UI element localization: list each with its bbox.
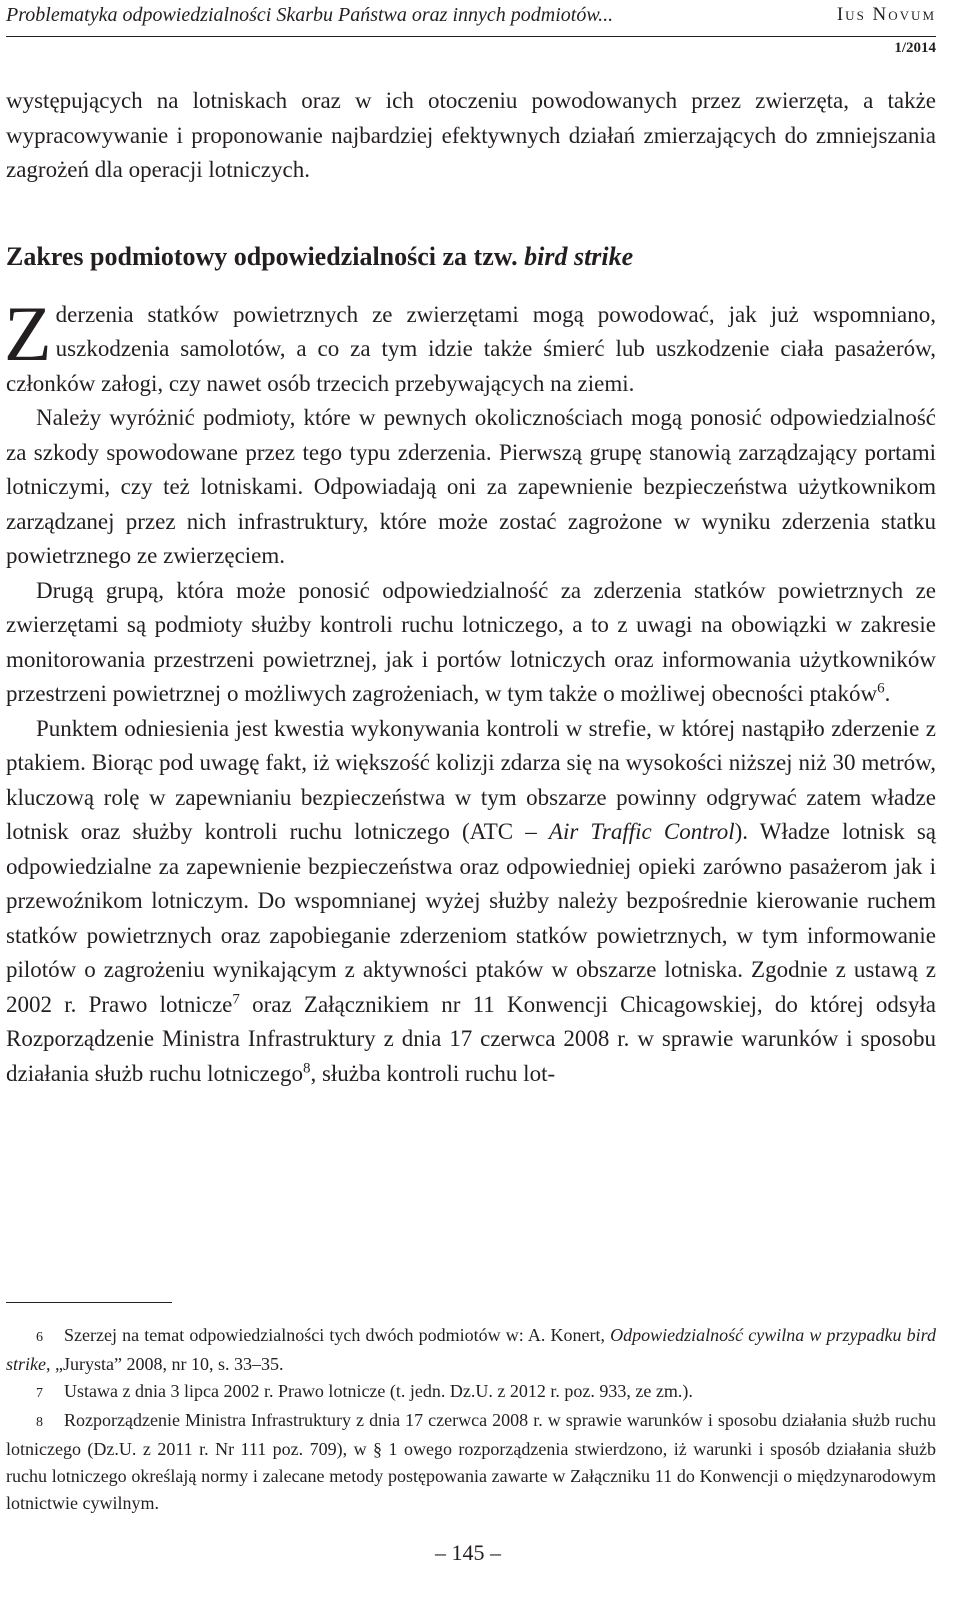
running-header [6,4,936,40]
footnote-number: 7 [36,1386,43,1401]
footnote-number: 8 [36,1415,43,1430]
footnote-ref-7[interactable]: 7 [232,990,240,1007]
paragraph-3-end: . [884,681,891,706]
paragraph-4-text-a: Punktem odniesienia jest kwestia wykonywania kontroli w strefie, w której nastąpiło zderzenie z ptakiem. Biorąc pod uwagę fakt, iż większość kolizji zdarza się na wysokości niższej niż 30 metrów, kluczową rolę w zapewnianiu bezpieczeństwa w tym obszarze powinny odgrywać zatem władze lotnisk oraz służby kontroli ruchu lotniczego (ATC – [6,715,936,844]
footnote-text: Rozporządzenie Ministra Infrastruktury z dnia 17 czerwca 2008 r. w sprawie warunków i sposobu działania służb ruchu lotniczego (Dz.U. z 2011 r. Nr 111 poz. 709), w § 1 owego rozporządzenia stwierdzono, iż warunki i sposób działania służb ruchu lotniczego określają normy i zalecane metody postępowania zawarte w Załączniku 11 do Konwencji o międzynarodowym lotnictwie cywilnym. [6,1410,936,1513]
section-spacer [6,188,936,240]
section-heading [6,240,936,274]
footnote-italic: Odpowiedzialność cywilna w przypadku bird strike [6,1325,936,1374]
footnote-ref-8[interactable]: 8 [302,1059,311,1076]
footnotes [6,1322,936,1517]
footnote-7 [6,1378,936,1407]
paragraph-2: Należy wyróżnić podmioty, które w pewnych okolicznościach mogą ponosić odpowiedzialność za szkody spowodowane przez tego typu zderzenia. Pierwszą grupę stanowią zarządzający portami lotniczymi, czy też lotniskami. Odpowiadają oni za zapewnienie bezpieczeństwa użytkownikom zarządzanej przez nich infrastruktury, które może zostać zagrożone w wyniku zderzenia statku powietrznego ze zwierzęciem. [6,405,936,568]
running-title: Problematyka odpowiedzialności Skarbu Państwa oraz innych podmiotów... [6,4,614,26]
paragraph-3-text: Drugą grupą, która może ponosić odpowiedzialność za zderzenia statków powietrznych ze zwierzętami są podmioty służby kontroli ruchu lotniczego, a to z uwagi na obowiązki w zakresie monitorowania przestrzeni powietrznej, jak i portów lotniczych oraz informowania użytkowników przestrzeni powietrznej o możliwych zagrożeniach, w tym także o możliwej obecności ptaków [6,577,936,706]
section-heading-italic: bird strike [524,241,634,271]
journal-name: Ius Novum [836,4,936,25]
page-number: – 145 – [435,1540,501,1565]
body-text [6,84,936,1091]
footnote-6 [6,1322,936,1378]
footnote-number: 6 [36,1330,43,1345]
drop-cap: Z [4,289,52,377]
paragraph-4-text-c: oraz Załącznikiem nr 11 Konwencji Chicagowskiej, do której odsyła Rozporządzenie Ministra Infrastruktury z dnia 17 czerwca 2008 r. w sprawie warunków i sposobu działania służb ruchu lotniczego [6,991,936,1086]
footnote-separator [6,1302,172,1303]
footnote-8 [6,1407,936,1517]
header-rule [6,36,936,37]
paragraph-4 [6,712,936,1092]
footnote-text: Szerzej na temat odpowiedzialności tych dwóch podmiotów w: A. Konert, [64,1325,606,1345]
paragraph-1-text: derzenia statków powietrznych ze zwierzętami mogą powodować, jak już wspomniano, uszkodzenia samolotów, a co za tym idzie także śmierć lub uszkodzenie ciała pasażerów, członków załogi, czy nawet osób trzecich przebywających na ziemi. [6,301,936,396]
paragraph-3 [6,574,936,712]
paragraph-1 [4,289,936,402]
paragraph-4-italic: Air Traffic Control [548,819,735,844]
footnote-text-end: , „Jurysta” 2008, nr 10, s. 33–35. [46,1354,284,1374]
footnote-text: Ustawa z dnia 3 lipca 2002 r. Prawo lotnicze (t. jedn. Dz.U. z 2012 r. poz. 933, ze zm.). [64,1381,693,1401]
paragraph-4-text-d: , służba kontroli ruchu lot- [310,1060,556,1086]
issue-number: 1/2014 [894,40,936,56]
footnote-ref-6[interactable]: 6 [877,680,885,697]
paragraph-4-text-b: ). Władze lotnisk są odpowiedzialne za zapewnienie bezpieczeństwa oraz odpowiedniej opieki zarówno pasażerom jak i przewoźnikom lotniczym. Do wspomnianej wyżej służby należy bezpośrednie kierowanie ruchem statków powietrznych oraz zapobieganie zderzeniom statków powietrznych, w tym informowanie pilotów o zagrożeniu wynikającym z aktywności ptaków w obszarze lotniska. Zgodnie z ustawą z 2002 r. Prawo lotnicze [6,819,936,1017]
intro-paragraph: występujących na lotniskach oraz w ich otoczeniu powodowanych przez zwierzęta, a także wypracowywanie i proponowanie najbardziej efektywnych działań zmierzających do zmniejszania zagrożeń dla operacji lotniczych. [6,88,936,182]
section-heading-text: Zakres podmiotowy odpowiedzialności za tzw. [6,241,518,271]
